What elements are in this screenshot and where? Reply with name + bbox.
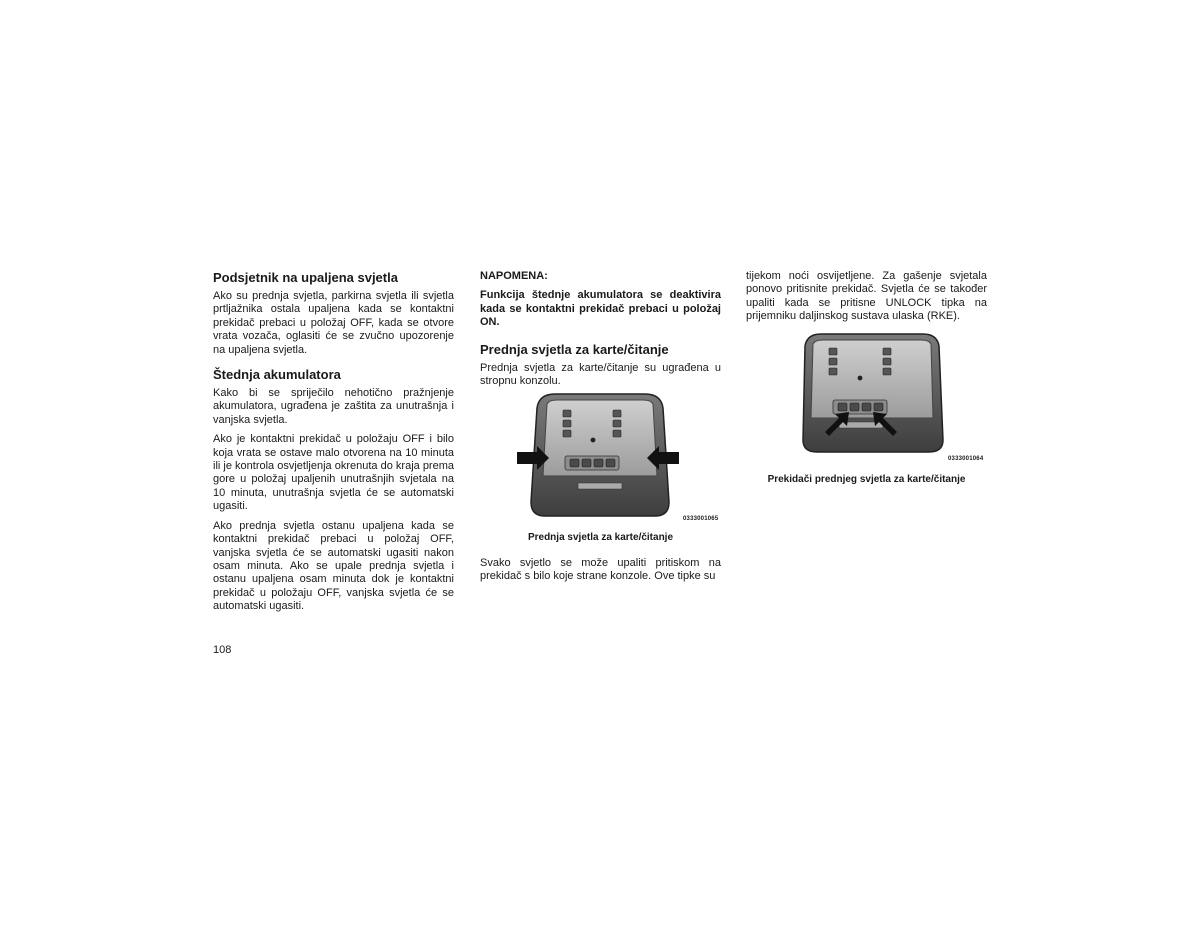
column-left	[213, 270, 454, 620]
paragraph-battery-saver-1: Kako bi se spriječilo nehotično pražnjenje akumulatora, ugrađena je zaštita za unutrašnja i vanjska svjetla.	[213, 387, 454, 426]
paragraph-light-reminder: Ako su prednja svjetla, parkirna svjetla ili svjetla prtljažnika ostala upaljena kada se kontaktni prekidač prebaci u položaj OFF, kada se otvore vrata vozača, oglasiti će se zvučno upozorenje na upaljena svjetla.	[213, 290, 454, 356]
figure-caption-map-lights: Prednja svjetla za karte/čitanje	[527, 532, 674, 543]
paragraph-battery-saver-2: Ako je kontaktni prekidač u položaju OFF i bilo koja vrata se ostave malo otvorena na 10 minuta ili je kontrola osvjetljenja okrenuta do kraja prema gore u položaj upaljenih unutrašnjih svjetala na 10 minuta, unutrašnja svjetla će se automatski ugasiti.	[213, 433, 454, 513]
column-middle-lower	[480, 557, 721, 590]
figure-map-lights	[515, 390, 725, 525]
overhead-console-switches-illustration	[795, 332, 990, 467]
column-right	[746, 270, 987, 330]
heading-light-reminder: Podsjetnik na upaljena svjetla	[213, 270, 398, 285]
column-middle	[480, 270, 721, 394]
note-title: NAPOMENA:	[480, 270, 548, 282]
page-number: 108	[213, 644, 232, 656]
heading-map-lights: Prednja svjetla za karte/čitanje	[480, 341, 669, 357]
figure-code: 0333001065	[683, 516, 719, 522]
paragraph-map-lights-2: Svako svjetlo se može upaliti pritiskom na prekidač s bilo koje strane konzole. Ove tipke su	[480, 557, 721, 583]
figure-caption-map-light-switches: Prekidači prednjeg svjetla za karte/čitanje	[767, 474, 966, 485]
heading-battery-saver: Štednja akumulatora	[213, 367, 341, 383]
paragraph-battery-saver-3: Ako prednja svjetla ostanu upaljena kada se kontaktni prekidač prebaci u položaj OFF, vanjska svjetla će se automatski ugasiti nakon osam minuta. Ako se upale prednja svjetla i ostanu upaljena osam minuta dok je kontaktni prekidač u položaju OFF, vanjska svjetla će se automatski ugasiti.	[213, 519, 454, 613]
figure-map-light-switches	[795, 332, 990, 467]
note-body: Funkcija štednje akumulatora se deaktivira kada se kontaktni prekidač prebaci u položaj ON.	[480, 289, 721, 329]
paragraph-map-lights-1: Prednja svjetla za karte/čitanje su ugrađena u stropnu konzolu.	[480, 361, 721, 388]
figure-code: 0333001064	[948, 456, 984, 462]
paragraph-map-lights-3: tijekom noći osvijetljene. Za gašenje svjetala ponovo pritisnite prekidač. Svjetla će se također upaliti kada se pritisne UNLOCK tipka na prijemniku daljinskog sustava ulaska (RKE).	[746, 270, 987, 323]
overhead-console-illustration	[515, 390, 725, 525]
